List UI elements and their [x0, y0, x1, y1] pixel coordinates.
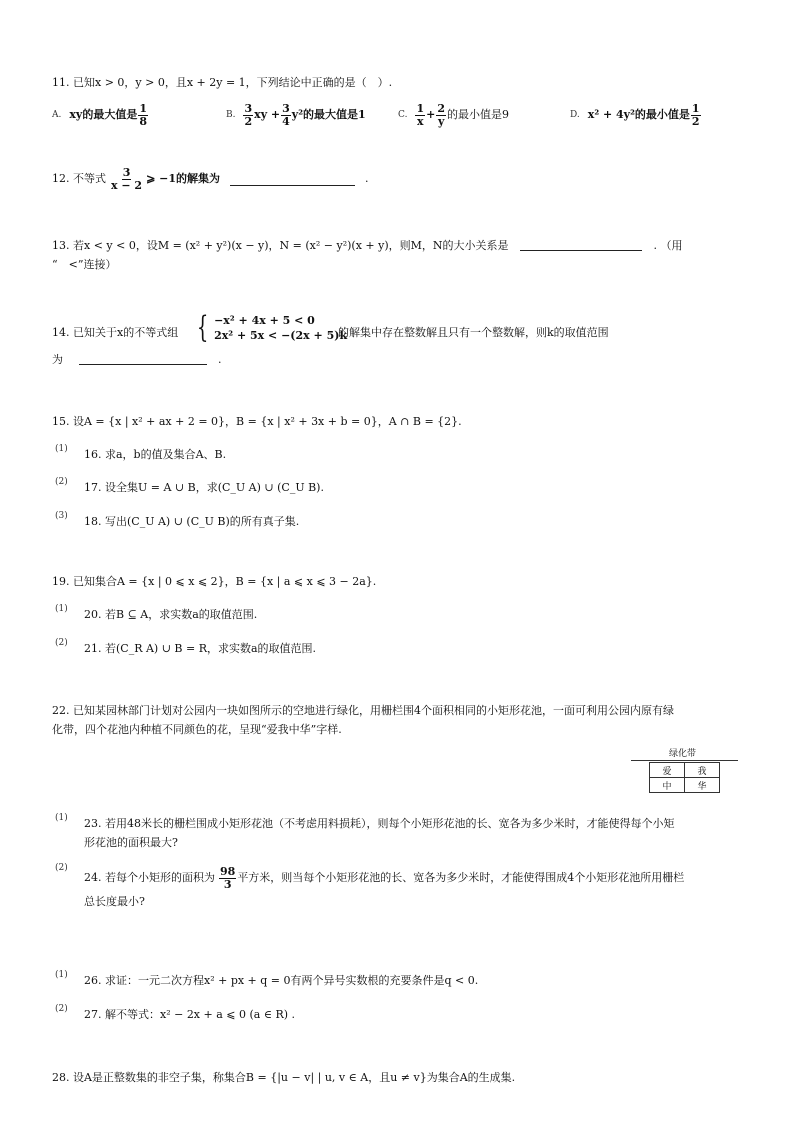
- inequality-system: [193, 310, 348, 345]
- option-text: xy +: [254, 108, 281, 121]
- subquestion-number: (2): [55, 477, 68, 487]
- flower-bed-cell: 中: [650, 778, 685, 793]
- q18-text: 18. 写出(C_U A) ∪ (C_U B)的所有真子集.: [84, 515, 300, 528]
- brace-symbol: {: [196, 310, 209, 345]
- subquestion-number: (1): [55, 970, 68, 980]
- subquestion-number: (2): [55, 638, 68, 648]
- subquestion-number: (1): [55, 813, 68, 823]
- q11-option-c: [398, 98, 509, 132]
- q11-option-b: [226, 98, 366, 132]
- q20-text: 20. 若B ⊆ A，求实数a的取值范围.: [84, 608, 258, 621]
- subquestion-number: (2): [55, 1004, 68, 1014]
- option-text: +: [426, 108, 436, 121]
- period: .: [218, 353, 222, 366]
- green-belt-line: [631, 760, 738, 761]
- fraction: $\frac{3}{x - 2}$: [111, 165, 143, 192]
- q24-prefix: 24. 若每个小矩形的面积为: [84, 871, 215, 884]
- option-label: D.: [570, 110, 580, 120]
- option-text: x² + 4y²的最小值是: [587, 108, 690, 121]
- q14-line2-prefix: 为: [52, 353, 63, 366]
- flower-bed-cell: 华: [685, 778, 720, 793]
- option-text: y²的最大值是1: [291, 108, 366, 121]
- fraction: $\frac{3}{2}$: [244, 101, 253, 128]
- q23-line2: 形花池的面积最大?: [84, 836, 178, 849]
- q17-text: 17. 设全集U = A ∪ B，求(C_U A) ∪ (C_U B).: [84, 481, 324, 494]
- option-label: C.: [398, 110, 408, 120]
- fraction: $\frac{1}{8}$: [139, 101, 147, 128]
- fraction: $\frac{2}{y}$: [437, 101, 445, 128]
- option-text: xy的最大值是: [69, 108, 138, 121]
- figure-title: 绿化带: [669, 749, 697, 759]
- system-row-2: 2x² + 5x < −(2x + 5)k: [214, 329, 348, 342]
- q11-option-a: [52, 98, 149, 132]
- flower-bed-cell: 我: [685, 763, 720, 778]
- q27-text: 27. 解不等式：x² − 2x + a ⩽ 0 (a ∈ R) .: [84, 1008, 296, 1021]
- subquestion-number: (1): [55, 444, 68, 454]
- q22-line2: 化带，四个花池内种植不同颜色的花，呈现“爱我中华”字样.: [52, 723, 342, 736]
- q12-prefix: 12. 不等式: [52, 172, 106, 185]
- q12: [52, 163, 369, 195]
- fraction: $\frac{1}{2}$: [691, 101, 700, 128]
- answer-blank[interactable]: [520, 238, 642, 251]
- option-label: B.: [226, 110, 236, 120]
- q13-text: 13. 若x < y < 0，设M = (x² + y²)(x − y)，N = (x² − y²)(x + y)，则M，N的大小关系是: [52, 239, 509, 252]
- fraction: $\frac{1}{x}$: [416, 101, 425, 128]
- flower-bed-figure: [649, 762, 720, 793]
- period: .: [365, 172, 369, 185]
- q15-stem: 15. 设A = {x | x² + ax + 2 = 0}，B = {x | x² + 3x + b = 0}，A ∩ B = {2}.: [52, 415, 462, 428]
- answer-blank[interactable]: [230, 173, 355, 186]
- q16-text: 16. 求a，b的值及集合A、B.: [84, 448, 227, 461]
- q14-text: 的解集中存在整数解且只有一个整数解，则k的取值范围: [338, 326, 609, 339]
- subquestion-number: (2): [55, 863, 68, 873]
- q28-stem: 28. 设A是正整数集的非空子集，称集合B = {|u − v| | u, v ∈ A，且u ≠ v}为集合A的生成集.: [52, 1071, 516, 1084]
- system-row-1: −x² + 4x + 5 < 0: [214, 314, 315, 327]
- subquestion-number: (1): [55, 604, 68, 614]
- q19-stem: 19. 已知集合A = {x | 0 ⩽ x ⩽ 2}，B = {x | a ⩽ x ⩽ 3 − 2a}.: [52, 575, 377, 588]
- q22-line1: 22. 已知某园林部门计划对公园内一块如图所示的空地进行绿化，用栅栏围4个面积相同的小矩形花池，一面可利用公园内原有绿: [52, 704, 674, 717]
- q23-line1: 23. 若用48米长的栅栏围成小矩形花池（不考虑用料损耗），则每个小矩形花池的长、宽各为多少米时，才能使得每个小矩: [84, 817, 675, 830]
- q11-option-d: [570, 98, 702, 132]
- subquestion-number: (3): [55, 511, 68, 521]
- q13-end: . （用: [653, 239, 683, 252]
- q21-text: 21. 若(C_R A) ∪ B = R，求实数a的取值范围.: [84, 642, 317, 655]
- fraction: $\frac{98}{3}$: [220, 864, 236, 891]
- option-label: A.: [52, 110, 62, 120]
- q12-text: ⩾ −1的解集为: [146, 172, 221, 185]
- q14-prefix: 14. 已知关于x的不等式组: [52, 326, 179, 339]
- q11-stem: 11. 已知x > 0，y > 0，且x + 2y = 1，下列结论中正确的是（ ）.: [52, 76, 393, 89]
- q24-text: 平方米，则当每个小矩形花池的长、宽各为多少米时，才能使得围成4个小矩形花池所用栅栏: [237, 871, 685, 884]
- q26-text: 26. 求证：一元二次方程x² + px + q = 0有两个异号实数根的充要条件是q < 0.: [84, 974, 479, 987]
- q14-line2: [52, 352, 222, 368]
- fraction: $\frac{3}{4}$: [282, 101, 290, 128]
- flower-bed-cell: 爱: [650, 763, 685, 778]
- q24-line1: [84, 862, 684, 894]
- q13-line1: [52, 238, 683, 254]
- option-text: 的最小值是9: [446, 108, 509, 121]
- q13-line2: “ <”连接）: [52, 258, 117, 271]
- q24-line2: 总长度最小?: [84, 895, 145, 908]
- answer-blank[interactable]: [79, 352, 207, 365]
